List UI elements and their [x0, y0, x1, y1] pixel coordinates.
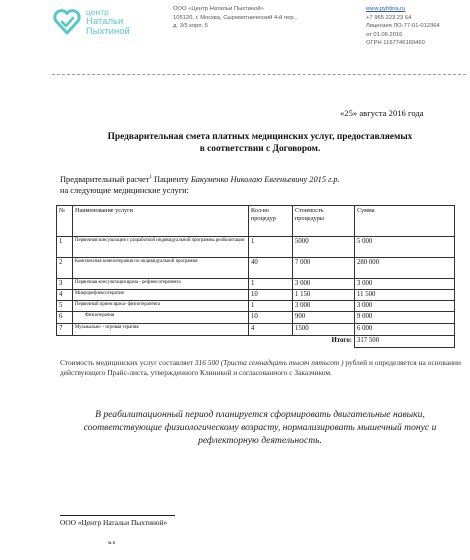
document-date: «25» августа 2016 года — [340, 108, 424, 118]
service-name: Первичная консультация с разработкой индивидуальной программы реабилитации — [73, 237, 249, 258]
procedure-count: 4 — [249, 324, 293, 336]
row-number: 5 — [57, 301, 73, 312]
row-sum: 9 000 — [355, 312, 455, 324]
title-line: Предварительная смета платных медицинских услуг, предоставляемых — [107, 132, 413, 142]
cost-amount: 316 500 (Триста семнадцать тысяч пятьсот ) — [194, 358, 344, 367]
procedure-price: 7 000 — [293, 258, 355, 279]
total-value: 317 500 — [355, 336, 455, 348]
intro-text: на следующие медицинские услуги: — [60, 185, 189, 195]
org-address-line: 105120, г. Москва, Сыромятнический 4-й пер., — [173, 14, 297, 21]
row-sum: 3 000 — [355, 279, 455, 290]
procedure-price: 1500 — [293, 324, 355, 336]
row-sum: 5 000 — [355, 237, 455, 258]
logo-line-1: центр — [86, 7, 109, 17]
row-number: 1 — [57, 237, 73, 258]
logo-line-2: Натальи — [86, 16, 124, 27]
header-divider — [52, 74, 466, 75]
row-number: 3 — [57, 279, 73, 290]
column-header-count: Кол-во процедур — [249, 206, 293, 237]
row-sum: 11 500 — [355, 290, 455, 301]
table-row — [57, 312, 455, 324]
procedure-price: 3 000 — [293, 279, 355, 290]
org-name: ООО «Центр Натальи Пыхтиной» — [173, 6, 264, 12]
procedure-count: 1 — [249, 279, 293, 290]
org-contacts — [366, 5, 466, 48]
table-header-row — [57, 206, 455, 237]
clinic-logo — [52, 6, 152, 42]
intro-paragraph — [60, 172, 460, 196]
intro-text: Пациенту — [151, 174, 191, 184]
signature-line — [60, 515, 175, 516]
service-name: Микрорефлексотерапия — [73, 290, 249, 301]
signature-org: ООО «Центр Натальи Пыхтиной» — [60, 518, 168, 527]
rehabilitation-plan: В реабилитационный период планируется сформировать двигательные навыки, соответствующие физиологическому возрасту, нормализировать мышечный тонус и рефлекторную деятельность. — [83, 409, 437, 446]
service-name: Музыкально – игровая терапия — [73, 324, 249, 336]
document-title — [52, 131, 468, 155]
intro-text: Предварительный расчет — [60, 174, 150, 184]
table-row — [57, 258, 455, 279]
license-date: от 01.06.2016 — [366, 31, 403, 38]
row-number: 2 — [57, 258, 73, 279]
table-row — [57, 290, 455, 301]
cost-paragraph — [60, 358, 465, 378]
table-row — [57, 301, 455, 312]
cost-text: рублей и определяется на основании действующего Прайс-листа, утвержденного Клиникой и согласованного с Заказчиком. — [60, 358, 461, 377]
title-line: в соответствии с Договором. — [199, 144, 321, 154]
patient-name: Бакуменко Николаю Евгеньевичу 2015 г.р. — [190, 174, 340, 184]
procedure-price: 900 — [293, 312, 355, 324]
heart-logo-icon — [52, 6, 82, 36]
table-row — [57, 237, 455, 258]
row-sum: 6 000 — [355, 324, 455, 336]
service-name: Комплексная кинезитерапия по индивидуальной программе — [73, 258, 249, 279]
procedure-price: 3 000 — [293, 301, 355, 312]
ogrn-number: ОГРН 1167746160460 — [366, 40, 425, 47]
table-row — [57, 324, 455, 336]
footnote-mark: 1 — [149, 175, 152, 180]
procedure-count: 10 — [249, 312, 293, 324]
table-row — [57, 279, 455, 290]
procedure-count: 10 — [249, 290, 293, 301]
column-header-sum: Сумма — [355, 206, 455, 237]
cost-text: Стоимость медицинских услуг составляет — [60, 358, 195, 367]
procedure-price: 1 150 — [293, 290, 355, 301]
row-sum: 3 000 — [355, 301, 455, 312]
logo-line-3: Пыхтиной — [86, 26, 130, 37]
phone-number: +7 965 223 23 64 — [366, 14, 412, 21]
column-header-number: № — [57, 206, 73, 237]
column-header-service: Наименование услуги — [73, 206, 249, 237]
procedure-count: 1 — [249, 237, 293, 258]
row-number: 6 — [57, 312, 73, 324]
row-number: 7 — [57, 324, 73, 336]
procedure-count: 40 — [249, 258, 293, 279]
service-name: Физиотерапия — [73, 312, 249, 324]
stamp-place: м.п — [108, 540, 116, 546]
row-sum: 280 000 — [355, 258, 455, 279]
service-name: Первичный прием врача- физиотерапевта — [73, 301, 249, 312]
procedure-price: 5000 — [293, 237, 355, 258]
total-label: Итого: — [293, 336, 355, 348]
license-number: Лицензия ЛО-77-01-012364 — [366, 23, 440, 30]
service-name: Первичная консультация врача - рефлексотерапевта — [73, 279, 249, 290]
table-total-row — [57, 336, 455, 348]
website-link[interactable]: www.pyhtina.ru — [366, 6, 406, 12]
services-table — [56, 205, 455, 348]
column-header-price: Стоимость процедуры — [293, 206, 355, 237]
org-address-line: д. 3/5 корп. 5 — [173, 23, 208, 30]
org-address — [173, 5, 363, 31]
row-number: 4 — [57, 290, 73, 301]
procedure-count: 1 — [249, 301, 293, 312]
logo-wordmark — [86, 7, 130, 37]
